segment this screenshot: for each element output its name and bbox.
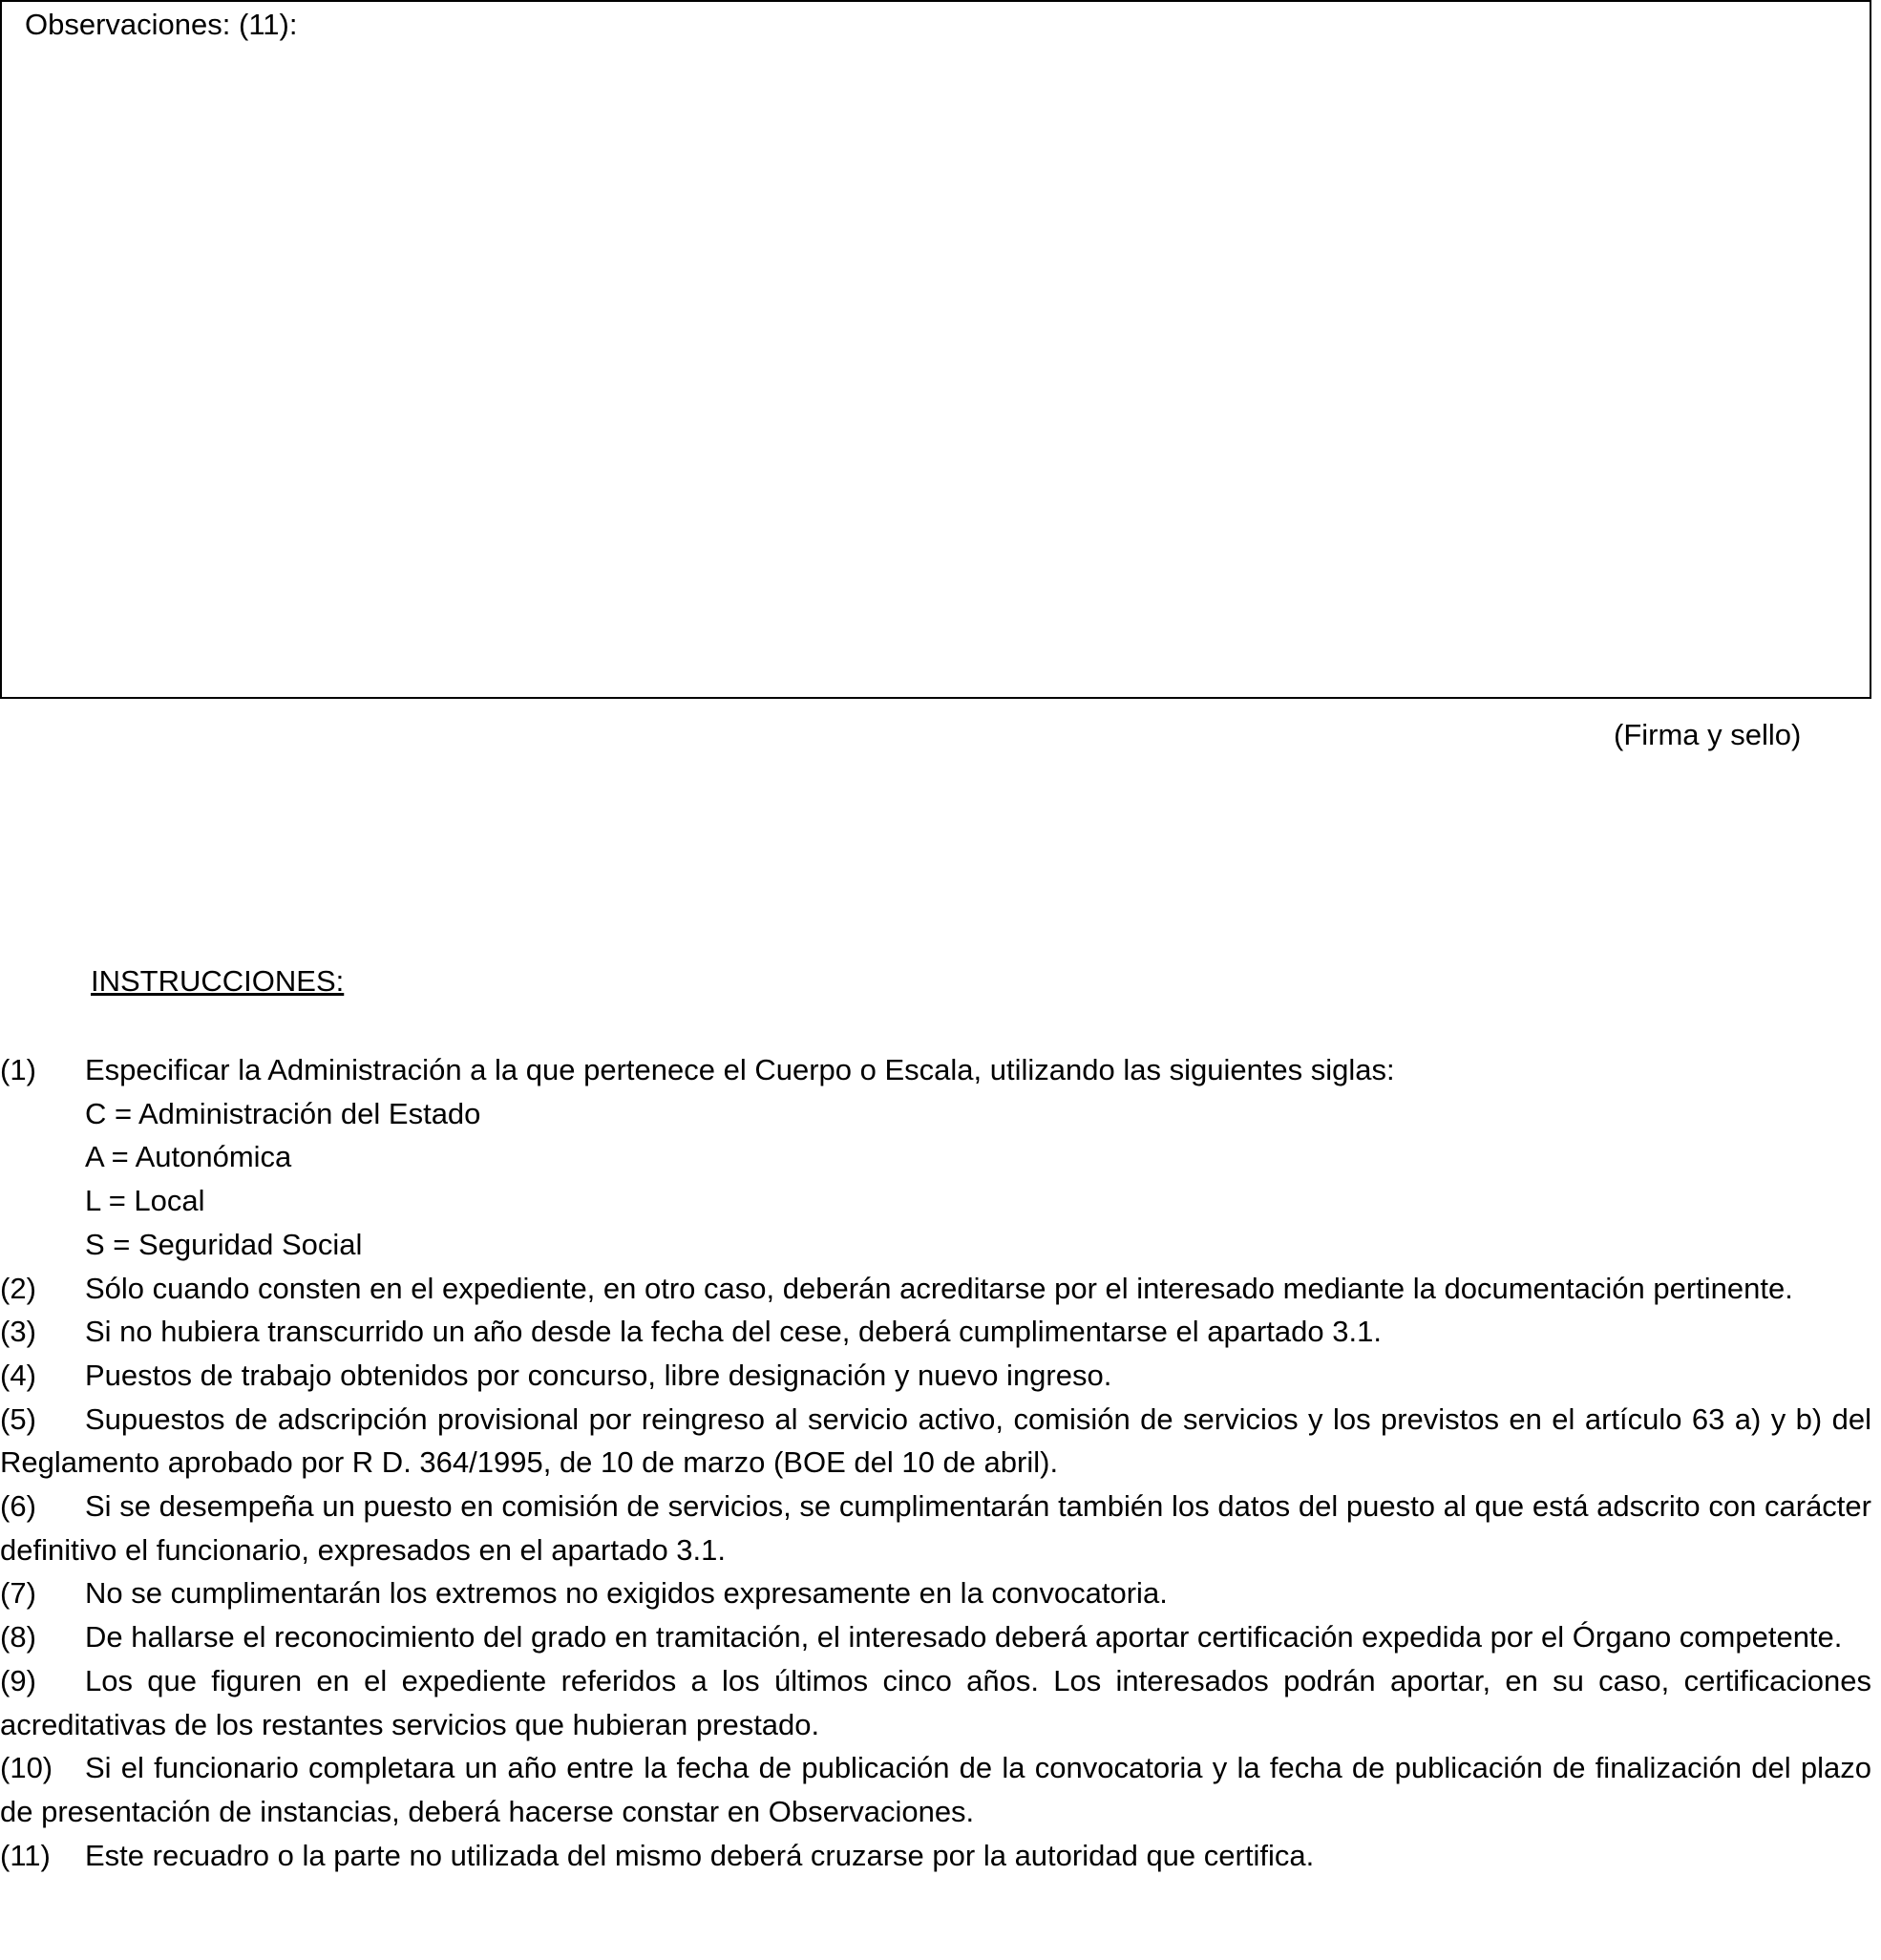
note-number: (4) (0, 1358, 36, 1392)
code-item: L = Local (85, 1184, 205, 1218)
note-number: (11) (0, 1838, 51, 1872)
note-text: Si el funcionario completara un año entre la fecha de publicación de la convocatoria y la fecha de publicación de finalización del plazo de presentación de instancias, deberá hacerse constar en Observaciones. (0, 1751, 1871, 1828)
note-10 (0, 1746, 1871, 1833)
note-3 (0, 1310, 1871, 1354)
note-text: Puestos de trabajo obtenidos por concurso, libre designación y nuevo ingreso. (85, 1358, 1112, 1392)
note-text: Los que figuren en el expediente referidos a los últimos cinco años. Los interesados podrán aportar, en su caso, certificaciones acreditativas de los restantes servicios que hubieran prestado. (0, 1663, 1871, 1741)
note-text: Si no hubiera transcurrido un año desde la fecha del cese, deberá cumplimentarse el apartado 3.1. (85, 1315, 1382, 1349)
note-number: (2) (0, 1271, 36, 1305)
note-text: De hallarse el reconocimiento del grado en tramitación, el interesado deberá aportar certificación expedida por el Órgano competente. (85, 1620, 1843, 1654)
note-7 (0, 1571, 1871, 1615)
note-9 (0, 1659, 1871, 1746)
note-number: (8) (0, 1620, 36, 1654)
note-text: Sólo cuando consten en el expediente, en otro caso, deberán acreditarse por el interesado mediante la documentación pertinente. (85, 1271, 1793, 1305)
note-number: (10) (0, 1751, 53, 1785)
note-1 (0, 1048, 1871, 1092)
instructions-list (0, 1048, 1871, 1877)
note-number: (1) (0, 1053, 36, 1086)
note-2 (0, 1267, 1871, 1311)
observations-box (0, 0, 1871, 699)
note-text: No se cumplimentarán los extremos no exigidos expresamente en la convocatoria. (85, 1576, 1168, 1611)
code-item: C = Administración del Estado (85, 1096, 481, 1130)
note-5 (0, 1398, 1871, 1485)
note-number: (7) (0, 1576, 36, 1611)
instructions-title: INSTRUCCIONES: (91, 964, 345, 998)
note-text: Supuestos de adscripción provisional por reingreso al servicio activo, comisión de servicios y los previstos en el artículo 63 a) y b) del Reglamento aprobado por R D. 364/1995, de 10 de marzo (BOE del 10 de abril). (0, 1402, 1871, 1480)
note-number: (5) (0, 1402, 36, 1436)
code-item: A = Autonómica (85, 1140, 292, 1174)
code-item: S = Seguridad Social (85, 1227, 363, 1261)
note-11 (0, 1834, 1871, 1878)
note-number: (6) (0, 1489, 36, 1524)
observations-label: Observaciones: (11): (25, 8, 298, 41)
note-text: Especificar la Administración a la que pertenece el Cuerpo o Escala, utilizando las siguientes siglas: (85, 1053, 1395, 1086)
signature-label: (Firma y sello) (1614, 718, 1802, 751)
note-number: (3) (0, 1315, 36, 1349)
note-text: Este recuadro o la parte no utilizada del mismo deberá cruzarse por la autoridad que certifica. (85, 1838, 1315, 1872)
note-8 (0, 1615, 1871, 1659)
note-text: Si se desempeña un puesto en comisión de servicios, se cumplimentarán también los datos del puesto al que está adscrito con carácter definitivo el funcionario, expresados en el apartado 3.1. (0, 1489, 1871, 1567)
note-4 (0, 1354, 1871, 1398)
note-6 (0, 1485, 1871, 1571)
note-number: (9) (0, 1663, 36, 1697)
